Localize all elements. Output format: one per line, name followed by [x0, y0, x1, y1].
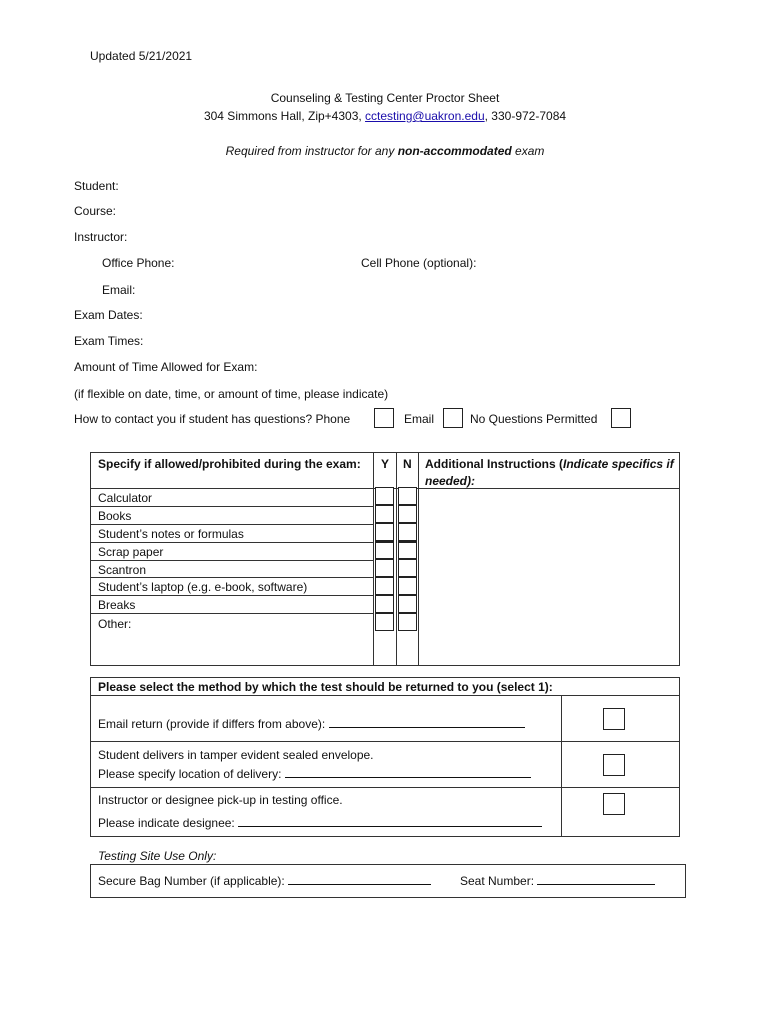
- instructions-header: [425, 457, 674, 471]
- other-y-checkbox[interactable]: [375, 613, 394, 631]
- address-prefix: 304 Simmons Hall, Zip+4303,: [203, 109, 366, 123]
- required-suffix: exam: [511, 144, 545, 158]
- email-label: Email:: [102, 283, 136, 297]
- seat-number-field: [460, 873, 655, 888]
- instructions-header-line2: needed):: [425, 474, 476, 488]
- item-laptop: Student’s laptop (e.g. e-book, software): [98, 580, 308, 594]
- return-email-line[interactable]: [329, 716, 525, 728]
- laptop-n-checkbox[interactable]: [398, 577, 417, 595]
- calculator-n-checkbox[interactable]: [398, 487, 417, 505]
- item-calculator: Calculator: [98, 491, 153, 505]
- return-pickup-checkbox[interactable]: [603, 793, 625, 815]
- exam-times-label: Exam Times:: [74, 334, 144, 348]
- n-column-header: N: [403, 457, 412, 471]
- updated-date: Updated 5/21/2021: [90, 49, 193, 63]
- address-suffix: , 330-972-7084: [484, 109, 567, 123]
- scantron-y-checkbox[interactable]: [375, 559, 394, 577]
- allowed-table-header: Specify if allowed/prohibited during the exam:: [98, 457, 361, 471]
- return-pickup-line1: Instructor or designee pick-up in testing office.: [98, 793, 343, 807]
- return-email-label: Email return (provide if differs from above):: [98, 717, 329, 731]
- bag-number-line[interactable]: [288, 873, 431, 885]
- contact-email-label: Email: [404, 412, 435, 426]
- breaks-y-checkbox[interactable]: [375, 595, 394, 613]
- scrap-y-checkbox[interactable]: [375, 541, 394, 559]
- item-books: Books: [98, 509, 132, 523]
- cell-phone-label: Cell Phone (optional):: [361, 256, 477, 270]
- other-n-checkbox[interactable]: [398, 613, 417, 631]
- course-label: Course:: [74, 204, 117, 218]
- breaks-n-checkbox[interactable]: [398, 595, 417, 613]
- return-table-header: Please select the method by which the test should be returned to you (select 1):: [98, 680, 553, 694]
- return-designee-label: Please indicate designee:: [98, 816, 239, 830]
- contact-none-label: No Questions Permitted: [470, 412, 598, 426]
- notes-n-checkbox[interactable]: [398, 523, 417, 541]
- return-student-checkbox[interactable]: [603, 754, 625, 776]
- return-location-label: Please specify location of delivery:: [98, 767, 285, 781]
- return-student-option: [98, 766, 531, 781]
- bag-number-field: [98, 873, 431, 888]
- address-line: [0, 109, 770, 123]
- return-designee-line[interactable]: [238, 815, 542, 827]
- flexible-note: (if flexible on date, time, or amount of time, please indicate): [74, 387, 389, 401]
- seat-number-line[interactable]: [537, 873, 655, 885]
- laptop-y-checkbox[interactable]: [375, 577, 394, 595]
- required-prefix: Required from instructor for any: [225, 144, 398, 158]
- site-use-title: Testing Site Use Only:: [98, 849, 217, 863]
- item-scrap-paper: Scrap paper: [98, 545, 164, 559]
- books-y-checkbox[interactable]: [375, 505, 394, 523]
- item-breaks: Breaks: [98, 598, 136, 612]
- page-title: Counseling & Testing Center Proctor Sheet: [270, 91, 500, 105]
- books-n-checkbox[interactable]: [398, 505, 417, 523]
- office-phone-label: Office Phone:: [102, 256, 175, 270]
- return-email-option: [98, 716, 525, 731]
- instructions-prefix: Additional Instructions (: [425, 457, 563, 471]
- bag-number-label: Secure Bag Number (if applicable):: [98, 874, 289, 888]
- exam-dates-label: Exam Dates:: [74, 308, 143, 322]
- return-student-line1: Student delivers in tamper evident sealed envelope.: [98, 748, 374, 762]
- required-bold: non-accommodated: [397, 144, 512, 158]
- instructions-italic: Indicate specifics if: [563, 457, 674, 471]
- seat-number-label: Seat Number:: [460, 874, 538, 888]
- instructor-label: Instructor:: [74, 230, 128, 244]
- item-scantron: Scantron: [98, 563, 147, 577]
- calculator-y-checkbox[interactable]: [375, 487, 394, 505]
- return-pickup-option: [98, 815, 542, 830]
- notes-y-checkbox[interactable]: [375, 523, 394, 541]
- scrap-n-checkbox[interactable]: [398, 541, 417, 559]
- student-label: Student:: [74, 179, 119, 193]
- contact-none-checkbox[interactable]: [611, 408, 631, 428]
- contact-question: How to contact you if student has questions? Phone: [74, 412, 351, 426]
- contact-email-checkbox[interactable]: [443, 408, 463, 428]
- required-note: [0, 144, 770, 158]
- y-column-header: Y: [381, 457, 390, 471]
- scantron-n-checkbox[interactable]: [398, 559, 417, 577]
- item-other: Other:: [98, 617, 132, 631]
- email-link[interactable]: cctesting@uakron.edu: [365, 109, 485, 123]
- contact-phone-checkbox[interactable]: [374, 408, 394, 428]
- return-email-checkbox[interactable]: [603, 708, 625, 730]
- time-allowed-label: Amount of Time Allowed for Exam:: [74, 360, 258, 374]
- item-notes: Student’s notes or formulas: [98, 527, 244, 541]
- return-location-line[interactable]: [285, 766, 531, 778]
